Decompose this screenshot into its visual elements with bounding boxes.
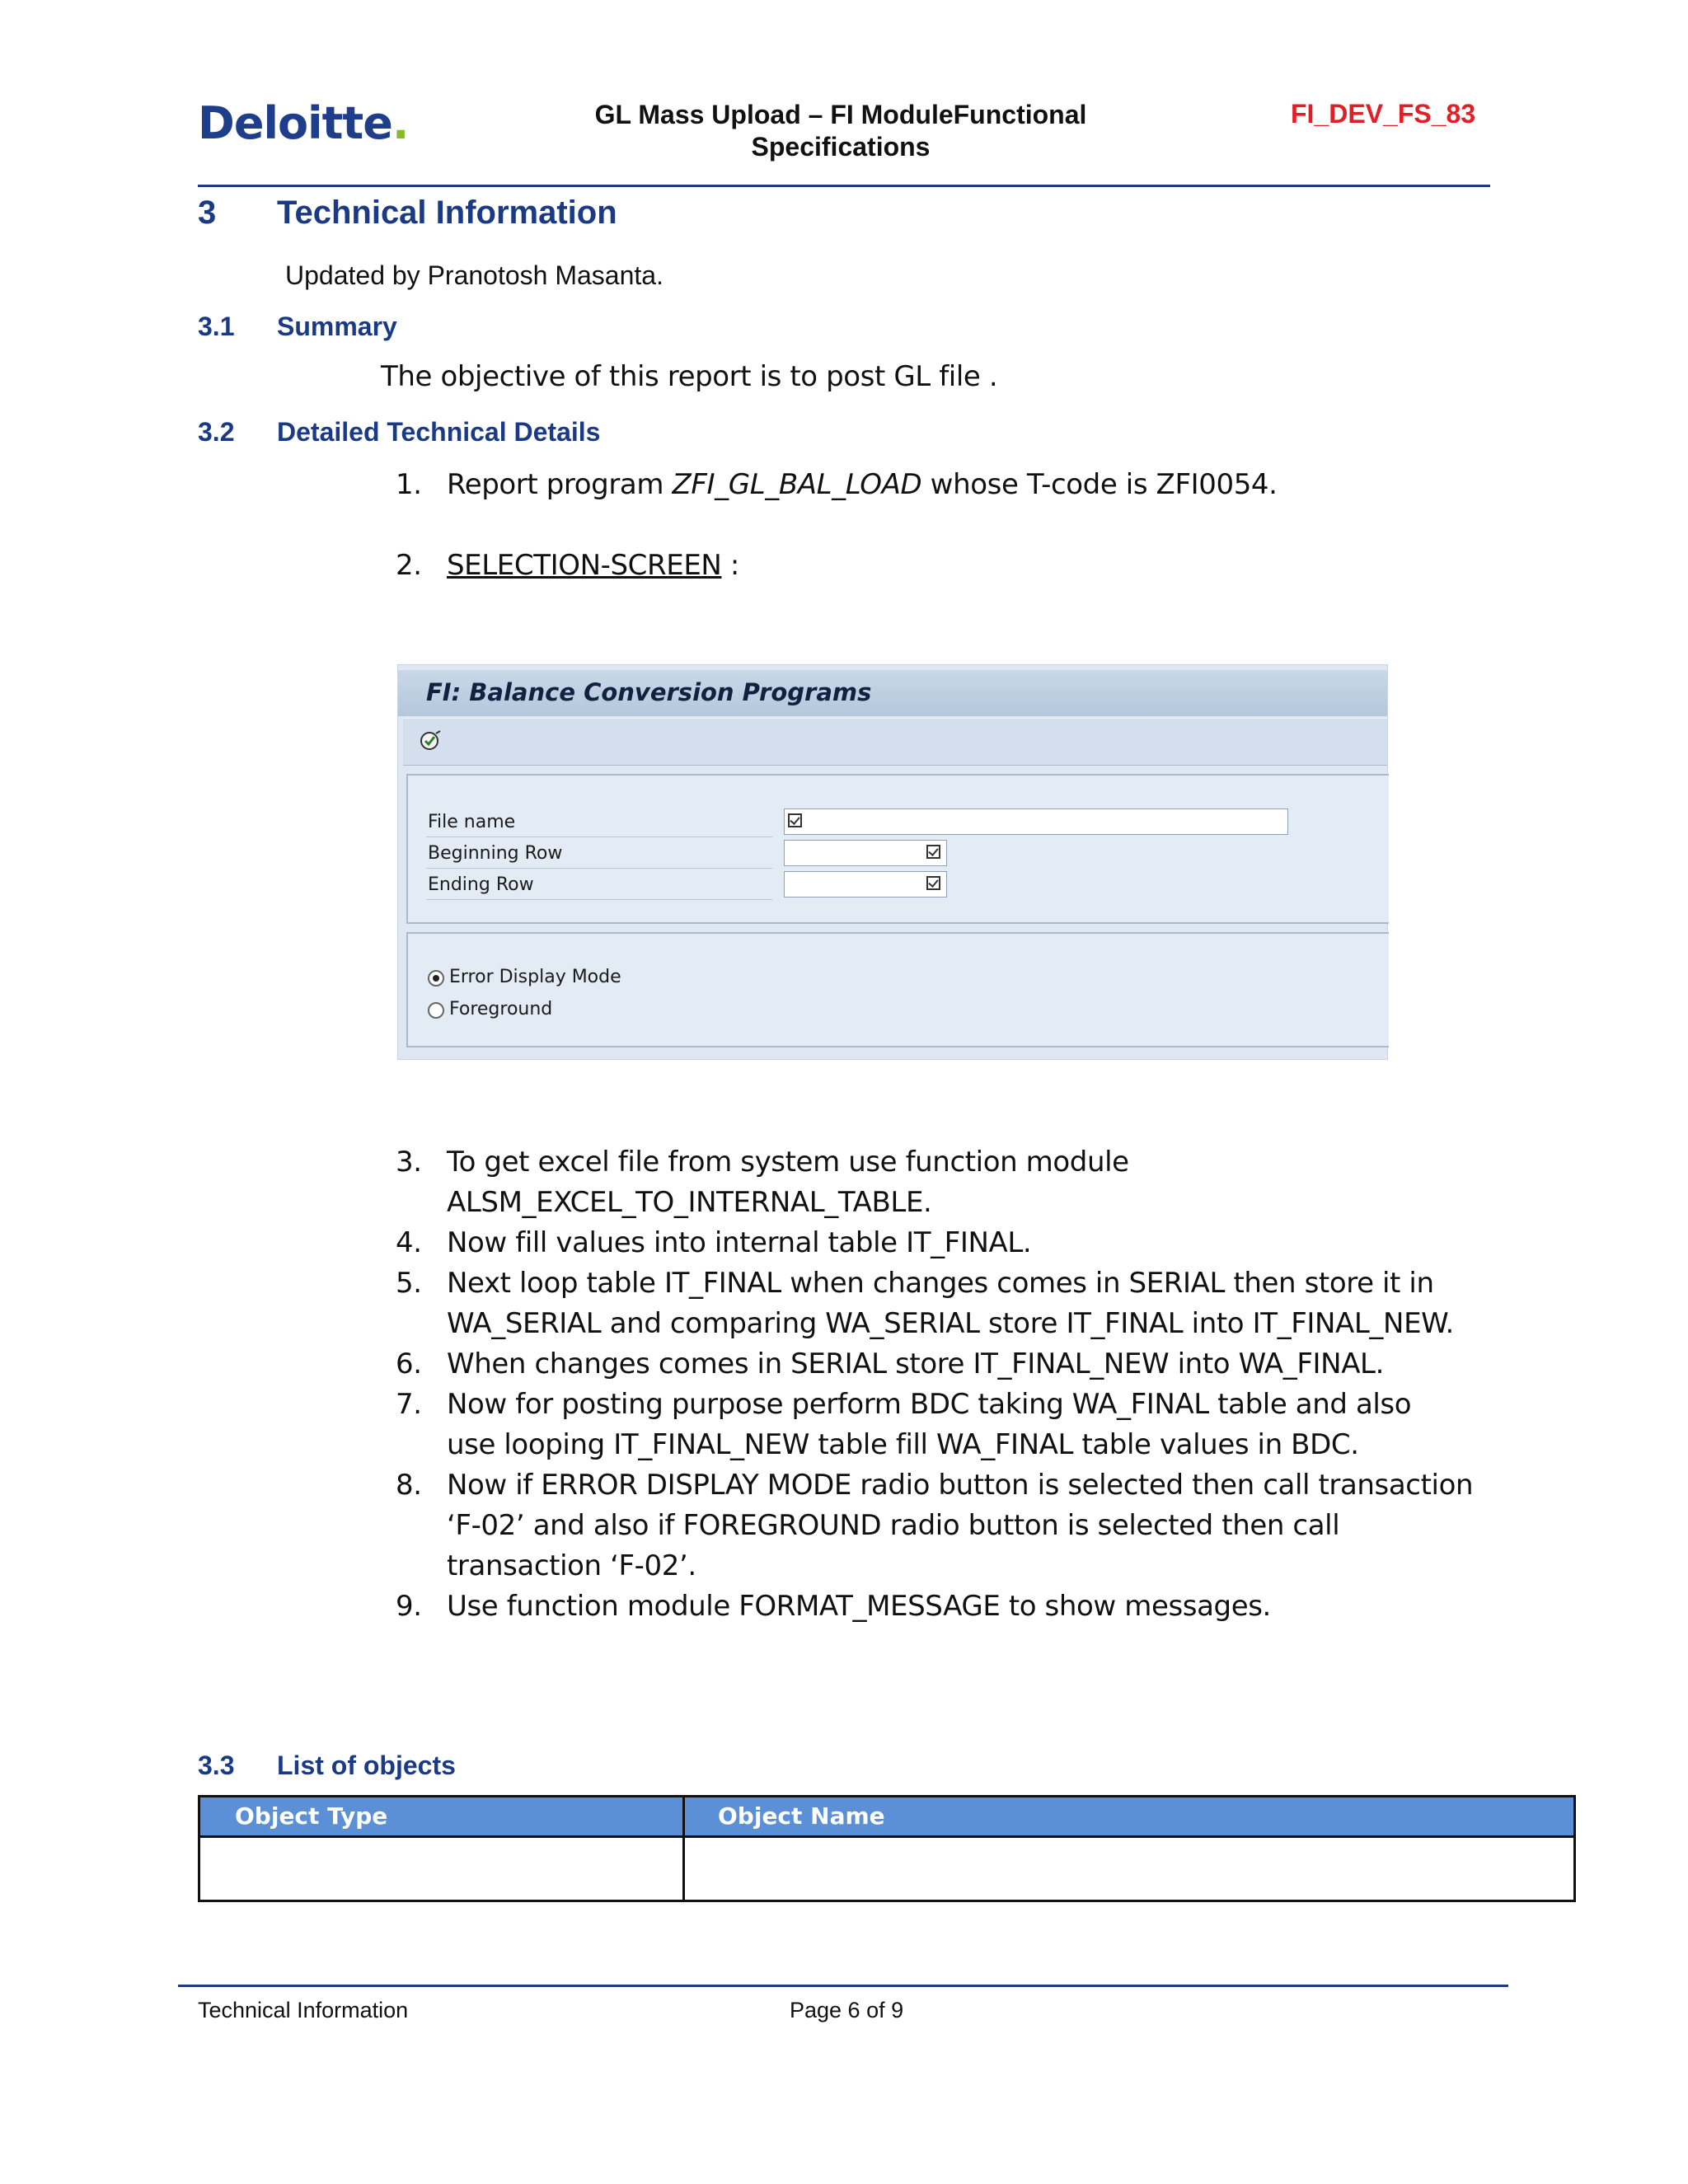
beginning-row-input[interactable] <box>784 840 947 866</box>
step-text: Now fill values into internal table IT_FINAL. <box>447 1226 1032 1259</box>
footer-section-name: Technical Information <box>198 1998 409 2022</box>
required-check-icon <box>788 813 802 827</box>
summary-number: 3.1 <box>198 312 235 341</box>
objects-table <box>198 1795 1576 1902</box>
sap-toolbar <box>403 718 1387 766</box>
radio-label: Error Display Mode <box>449 967 621 987</box>
step-number: 7. <box>396 1388 422 1421</box>
sap-screen-title: FI: Balance Conversion Programs <box>426 678 872 706</box>
step-number: 9. <box>396 1590 422 1623</box>
step-text-suffix: whose T-code is ZFI0054. <box>921 468 1278 501</box>
updated-by-text: Updated by Pranotosh Masanta. <box>285 260 663 290</box>
sap-field-label: Beginning Row <box>428 843 563 864</box>
objects-number: 3.3 <box>198 1750 235 1780</box>
document-code: FI_DEV_FS_83 <box>1291 99 1476 129</box>
ending-row-input[interactable] <box>784 871 947 898</box>
step-item <box>396 546 1500 586</box>
step-number: 5. <box>396 1267 422 1300</box>
step-number: 1. <box>396 468 422 501</box>
details-title: Detailed Technical Details <box>277 417 601 447</box>
step-text: Now for posting purpose perform BDC taking WA_FINAL table and also use looping IT_FINAL_NEW table fill WA_FINAL table values in BDC. <box>447 1388 1412 1461</box>
page-number: Page 6 of 9 <box>790 1998 904 2022</box>
header-divider <box>198 185 1490 187</box>
summary-title: Summary <box>277 312 397 341</box>
section-title: Technical Information <box>277 194 617 231</box>
sap-parameter-frame <box>406 774 1389 924</box>
summary-text: The objective of this report is to post GL file . <box>381 360 998 393</box>
section-number: 3 <box>198 194 217 231</box>
objects-title: List of objects <box>277 1750 456 1780</box>
step-number: 4. <box>396 1226 422 1259</box>
column-header-object-name: Object Name <box>718 1802 885 1830</box>
step-text: Report program <box>447 468 673 501</box>
radio-label: Foreground <box>449 999 553 1019</box>
step-text: Next loop table IT_FINAL when changes comes in SERIAL then store it in WA_SERIAL and comparing WA_SERIAL store IT_FINAL into IT_FINAL_NEW. <box>447 1267 1454 1340</box>
step-item <box>396 1385 1500 1465</box>
document-title-line2: Specifications <box>751 132 931 162</box>
step-item <box>396 1344 1500 1385</box>
deloitte-logo: Deloitte. <box>198 97 409 149</box>
step-text: When changes comes in SERIAL store IT_FINAL_NEW into WA_FINAL. <box>447 1347 1385 1380</box>
details-number: 3.2 <box>198 417 235 447</box>
step-text: To get excel file from system use function module ALSM_EXCEL_TO_INTERNAL_TABLE. <box>447 1146 1129 1219</box>
table-header-row <box>200 1797 1573 1838</box>
execute-icon[interactable] <box>418 729 443 753</box>
required-check-icon <box>926 876 940 890</box>
column-header-object-type: Object Type <box>235 1802 388 1830</box>
step-item <box>396 1142 1500 1223</box>
sap-title-bar <box>398 670 1387 716</box>
step-number: 6. <box>396 1347 422 1380</box>
step-item <box>396 1223 1500 1263</box>
sap-selection-screen <box>397 664 1388 1060</box>
selection-screen-link[interactable]: SELECTION-SCREEN <box>447 549 722 582</box>
step-item <box>396 1263 1500 1344</box>
footer-divider <box>178 1985 1508 1987</box>
step-item <box>396 1465 1500 1586</box>
step-text-suffix: : <box>721 549 739 582</box>
error-display-mode-radio[interactable] <box>428 970 444 987</box>
step-text: Now if ERROR DISPLAY MODE radio button is selected then call transaction ‘F-02’ and also if FOREGROUND radio button is selected then call transaction ‘F-02’. <box>447 1469 1474 1582</box>
document-title <box>544 99 1137 163</box>
file-name-input[interactable] <box>784 808 1288 835</box>
step-number: 8. <box>396 1469 422 1502</box>
column-divider <box>682 1797 685 1900</box>
document-title-line1: GL Mass Upload – FI ModuleFunctional <box>594 100 1087 129</box>
step-number: 3. <box>396 1146 422 1179</box>
required-check-icon <box>926 845 940 859</box>
program-name: ZFI_GL_BAL_LOAD <box>672 468 922 501</box>
step-item <box>396 465 1500 505</box>
step-text: Use function module FORMAT_MESSAGE to show messages. <box>447 1590 1271 1623</box>
foreground-radio[interactable] <box>428 1002 444 1019</box>
sap-mode-frame <box>406 932 1389 1047</box>
sap-field-label: Ending Row <box>428 874 534 895</box>
step-item <box>396 1586 1500 1627</box>
row-divider <box>426 868 772 869</box>
row-divider <box>426 899 772 900</box>
sap-field-label: File name <box>428 812 516 832</box>
step-number: 2. <box>396 549 422 582</box>
